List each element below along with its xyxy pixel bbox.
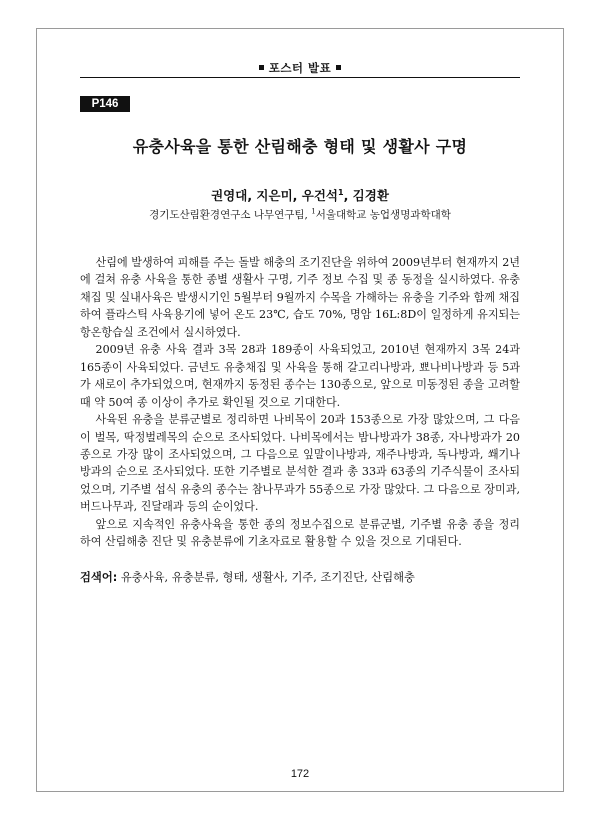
article-title: 유충사육을 통한 산림해충 형태 및 생활사 구명 — [132, 137, 468, 156]
abstract-paragraph: 사육된 유충을 분류군별로 정리하면 나비목이 20과 153종으로 가장 많았으며, 그 다음이 벌목, 딱정벌레목의 순으로 조사되었다. 나비목에서는 밤나방과가 38종, 자나방과가 20종으로 가장 많이 조사되었으며, 그 다음으로 잎말이나방과, 재주나방과, 독나방과, 쐐기나방과의 순으로 조사되었다. 또한 기주별로 분석한 결과 총 33과 63종의 기주식물이 조사되었으며, 기주별 섭식 유충의 종수는 참나무과가 55종으로 가장 많았다. 그 다음으로 장미과, 버드나무과, 진달래과 등의 순이었다. — [80, 413, 520, 514]
abstract-paragraph: 2009년 유충 사육 결과 3목 28과 189종이 사육되었고, 2010년 현재까지 3목 24과 165종이 사육되었다. 금년도 유충채집 및 사육을 통해 갈고리나방과, 뾰나비나방과 등 5과가 새로이 추가되었으며, 현재까지 동정된 종수는 130종으로, 앞으로 미동정된 종을 고려할 때 약 50여 종 이상이 추가로 확인될 것으로 기대한다. — [80, 343, 520, 409]
affiliation-text-tail: 서울대학교 농업생명과학대학 — [315, 209, 451, 221]
author-affiliation-mark: 1 — [337, 187, 344, 197]
abstract-paragraph: 앞으로 지속적인 유충사육을 통한 종의 정보수집으로 분류군별, 기주별 유충 종을 정리하여 산림해충 진단 및 유충분류에 기초자료로 활용할 수 있을 것으로 기대된다. — [80, 517, 520, 549]
square-bullet-icon — [259, 65, 264, 70]
affiliation-text: 경기도산림환경연구소 나무연구팀, — [149, 209, 312, 221]
authors-text-tail: , 김경환 — [343, 188, 389, 203]
abstract-paragraph: 산림에 발생하여 피해를 주는 돌발 해충의 조기진단을 위하여 2009년부터 현재까지 2년에 걸쳐 유충 사육을 통한 종별 생활사 구명, 기주 정보 수집 및 종 동정을 실시하였다. 유충 채집 및 실내사육은 발생시기인 5월부터 9월까지 수목을 가해하는 유충을 기주와 함께 채집하여 플라스틱 사육용기에 넣어 온도 23℃, 습도 70%, 명암 16L:8D이 일정하게 유지되는 항온항습실 조건에서 실시하였다. — [80, 256, 520, 339]
section-title: 포스터 발표 — [268, 61, 332, 75]
affiliation-mark: 1 — [311, 207, 316, 216]
keywords-label: 검색어: — [80, 571, 118, 584]
section-header — [0, 60, 600, 76]
authors-text: 권영대, 지은미, 우건석 — [211, 188, 338, 203]
keywords-values: 유충사육, 유충분류, 형태, 생활사, 기주, 조기진단, 산림해충 — [120, 571, 415, 584]
poster-id-badge: P146 — [80, 96, 130, 112]
header-rule — [80, 77, 520, 78]
square-bullet-icon — [336, 65, 341, 70]
keywords — [80, 569, 520, 585]
author-list — [80, 186, 520, 204]
page-number: 172 — [290, 768, 310, 780]
abstract-body — [80, 254, 520, 551]
affiliation — [80, 207, 520, 222]
